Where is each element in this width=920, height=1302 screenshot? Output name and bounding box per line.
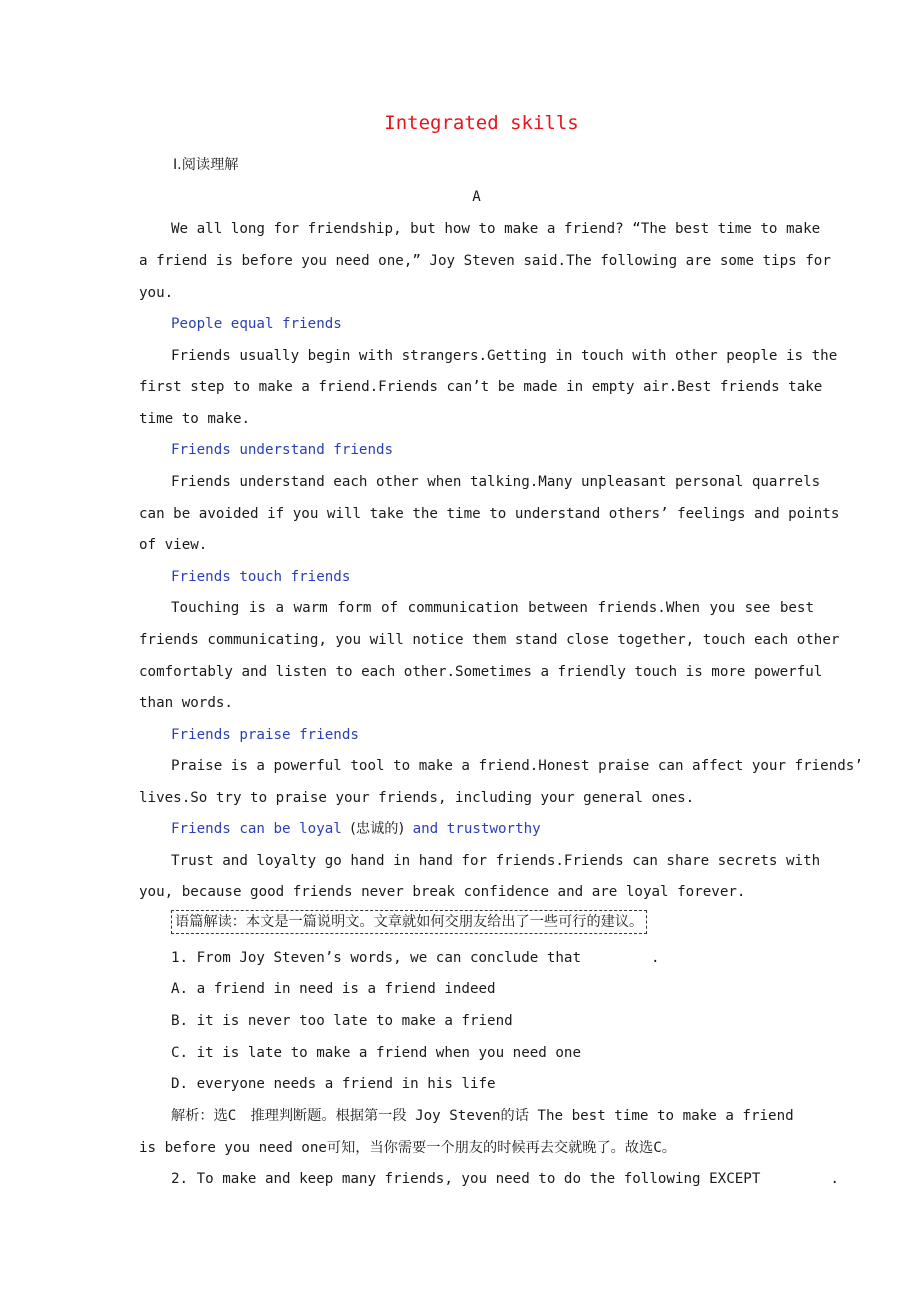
part-label: A	[472, 189, 481, 205]
tip-heading: Friends touch friends	[171, 569, 351, 585]
tip-line: can be avoided if you will take the time to understand others’ feelings and points	[139, 506, 840, 522]
tip-line: first step to make a friend.Friends can’t be made in empty air.Best friends take	[139, 379, 823, 395]
tip-heading-part: and trustworthy	[412, 821, 541, 837]
question-stem-end: .	[651, 950, 660, 966]
tip-line: you, because good friends never break confidence and are loyal forever.	[139, 884, 746, 900]
analysis-line-1: 解析：选C 推理判断题。根据第一段 Joy Steven的话 The best time to make a friend	[171, 1108, 794, 1124]
analysis-line-2: is before you need one可知，当你需要一个朋友的时候再去交就晚了。故选C。	[139, 1140, 676, 1156]
tip-line: Friends usually begin with strangers.Getting in touch with other people is the	[171, 348, 838, 364]
question-2-stem	[171, 1169, 839, 1189]
intro-line-2: a friend is before you need one,” Joy Steven said.The following are some tips for	[139, 253, 831, 269]
tip-line: comfortably and listen to each other.Sometimes a friendly touch is more powerful	[139, 664, 823, 680]
intro-line-1: We all long for friendship, but how to make a friend? “The best time to make	[171, 221, 821, 237]
tip-heading: Friends understand friends	[171, 442, 394, 458]
tip-line: of view.	[139, 537, 208, 553]
option-a: A. a friend in need is a friend indeed	[171, 981, 496, 997]
question-stem-end: .	[830, 1171, 839, 1187]
question-stem-text: 2. To make and keep many friends, you need to do the following EXCEPT	[171, 1171, 761, 1187]
tip-line: time to make.	[139, 411, 251, 427]
tip-line: lives.So try to praise your friends, including your general ones.	[139, 790, 695, 806]
option-c: C. it is late to make a friend when you need one	[171, 1045, 581, 1061]
tip-heading: Friends praise friends	[171, 727, 359, 743]
tip-line: Praise is a powerful tool to make a friend.Honest praise can affect your friends’	[171, 758, 863, 774]
tip-line: than words.	[139, 695, 233, 711]
option-b: B. it is never too late to make a friend	[171, 1013, 513, 1029]
tip-line: Touching is a warm form of communication between friends.When you see best	[171, 600, 814, 616]
section-heading: Ⅰ.阅读理解	[173, 157, 239, 173]
intro-line-3: you.	[139, 285, 174, 301]
tip-line: friends communicating, you will notice them stand close together, touch each other	[139, 632, 840, 648]
passage-summary-box: 语篇解读：本文是一篇说明文。文章就如何交朋友给出了一些可行的建议。	[171, 910, 647, 934]
tip-line: Friends understand each other when talking.Many unpleasant personal quarrels	[171, 474, 821, 490]
tip-heading-part: Friends can be loyal	[171, 821, 342, 837]
tip-heading: People equal friends	[171, 316, 342, 332]
tip-heading	[171, 819, 814, 839]
page-title: Integrated skills	[384, 112, 579, 134]
tip-line: Trust and loyalty go hand in hand for friends.Friends can share secrets with	[171, 853, 821, 869]
question-stem-text: 1. From Joy Steven’s words, we can conclude that	[171, 950, 581, 966]
question-1-stem	[171, 948, 814, 968]
tip-heading-gloss: (忠诚的)	[350, 821, 405, 837]
option-d: D. everyone needs a friend in his life	[171, 1076, 496, 1092]
